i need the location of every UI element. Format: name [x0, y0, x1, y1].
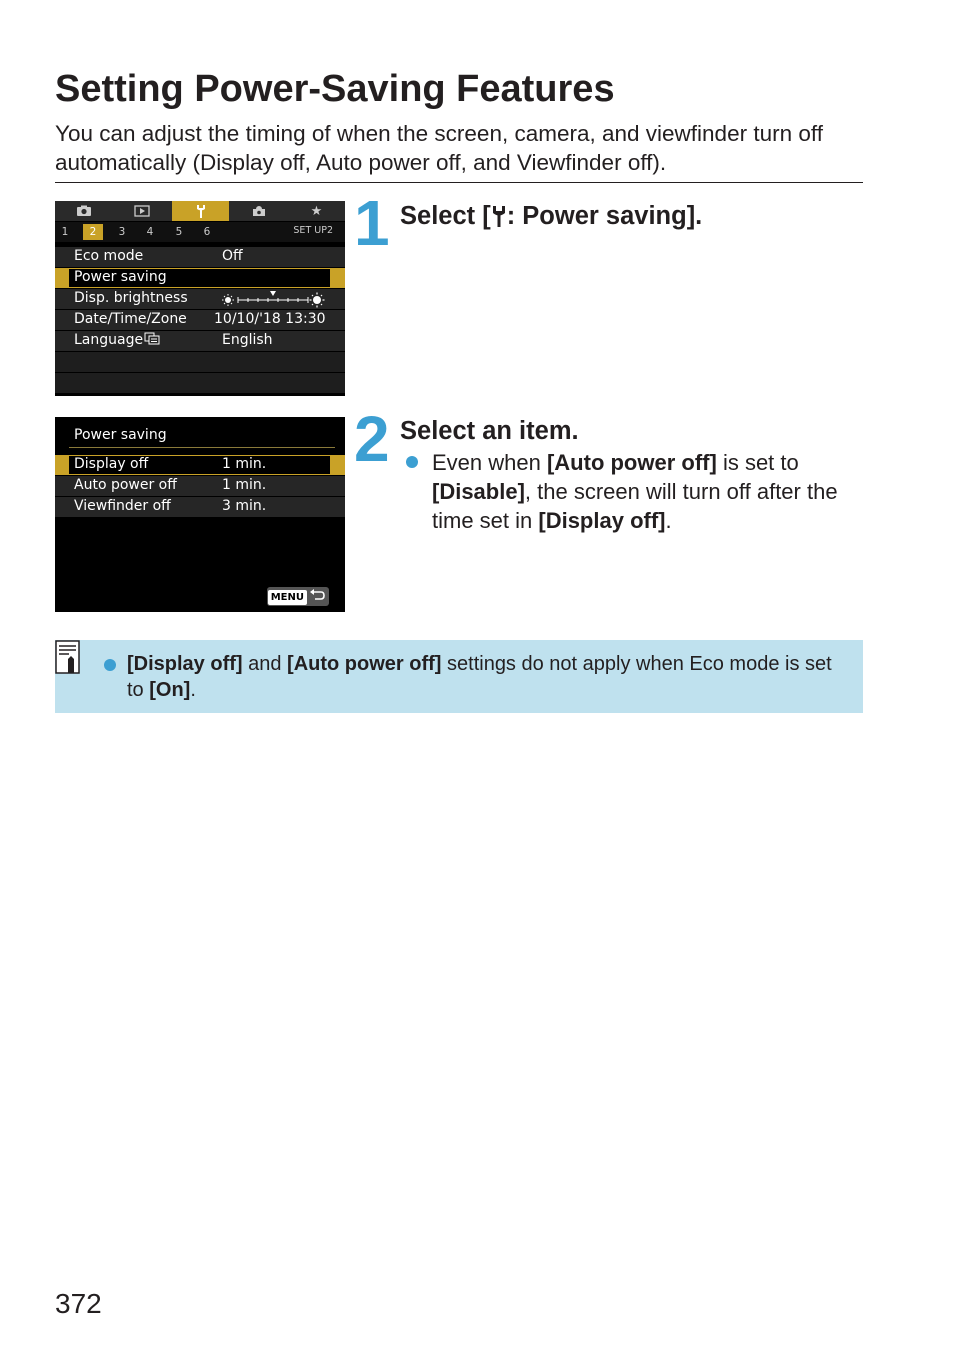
text-bold-run: [Auto power off] — [287, 653, 442, 675]
screen-title: Power saving — [74, 427, 167, 443]
step-1-heading-pre: Select [ — [400, 202, 491, 230]
menu-row-power-saving[interactable] — [55, 268, 345, 288]
menu-row-value: Off — [222, 248, 243, 264]
step-2-bullet — [432, 448, 852, 535]
bullet-dot-icon — [104, 659, 116, 671]
setup-page-label: SET UP2 — [293, 225, 333, 236]
menu-tab-bar — [55, 201, 345, 221]
text-run: settings do not apply when Eco mode is set to — [127, 653, 832, 701]
submenu-number-bar — [55, 222, 345, 242]
step-2-heading: Select an item. — [400, 417, 579, 445]
bullet-dot-icon — [406, 456, 418, 468]
menu-row-label: Display off — [74, 456, 149, 472]
subtab-6[interactable]: 6 — [203, 226, 211, 238]
note-text — [127, 651, 847, 703]
step-number-1: 1 — [354, 187, 390, 259]
subtab-5[interactable]: 5 — [175, 226, 183, 238]
menu-row-label: Eco mode — [74, 248, 144, 264]
menu-return-button-inner — [268, 588, 325, 606]
selection-frame — [69, 456, 330, 474]
subtab-1[interactable]: 1 — [61, 226, 69, 238]
intro-paragraph: You can adjust the timing of when the screen, camera, and viewfinder turn off automatically (Display off, Auto power off, and Viewfinder off). — [55, 121, 823, 175]
text-run: . — [190, 679, 196, 701]
screen-title-divider — [69, 447, 335, 448]
menu-row-empty — [55, 352, 345, 372]
wrench-icon[interactable] — [172, 201, 229, 221]
menu-return-button[interactable] — [267, 587, 329, 606]
language-icon — [144, 332, 160, 346]
note-box — [55, 640, 863, 713]
menu-label: MENU — [268, 590, 307, 605]
text-bold-run: [Display off] — [538, 508, 666, 533]
menu-row-label: Disp. brightness — [74, 290, 188, 306]
menu-row-label: Auto power off — [74, 477, 177, 493]
menu-row-value: 10/10/'18 13:30 — [214, 311, 326, 327]
text-bold-run: [Disable] — [432, 479, 525, 504]
text-run: . — [665, 508, 672, 533]
menu-row-language[interactable] — [55, 331, 345, 351]
page-title: Setting Power-Saving Features — [55, 68, 615, 110]
title-divider — [55, 182, 863, 183]
text-bold-run: [On] — [149, 679, 191, 701]
menu-row-label: Viewfinder off — [74, 498, 171, 514]
selection-frame — [69, 269, 330, 287]
menu-row-auto-power-off[interactable] — [55, 476, 345, 496]
text-bold-run: [Display off] — [127, 653, 243, 675]
camera-icon[interactable] — [55, 201, 112, 221]
subtab-3[interactable]: 3 — [118, 226, 126, 238]
menu-row-label: Power saving — [74, 269, 167, 285]
step-1-heading — [400, 202, 702, 231]
menu-row-eco-mode[interactable] — [55, 247, 345, 267]
text-bold-run: [Auto power off] — [546, 450, 717, 475]
menu-row-value: English — [222, 332, 273, 348]
menu-row-date-time-zone[interactable] — [55, 310, 345, 330]
return-arrow-icon — [309, 589, 325, 605]
playback-icon[interactable] — [113, 201, 170, 221]
menu-row-label — [74, 332, 160, 348]
menu-row-empty — [55, 373, 345, 393]
text-run: Even when — [432, 450, 547, 475]
star-icon[interactable]: ★ — [310, 203, 323, 219]
menu-row-disp-brightness[interactable] — [55, 289, 345, 309]
step-number-2: 2 — [354, 403, 390, 475]
page-number: 372 — [55, 1288, 102, 1319]
menu-row-label-text: Language — [74, 332, 144, 348]
text-run: and — [242, 653, 288, 675]
text-run: , the screen will turn off after the time set in — [432, 479, 838, 533]
menu-row-value: 1 min. — [222, 477, 267, 493]
menu-row-label: Date/Time/Zone — [74, 311, 187, 327]
camera-menu-screen-power-saving — [55, 417, 345, 612]
text-run: is set to — [716, 450, 799, 475]
custom-icon[interactable] — [230, 201, 287, 221]
menu-row-value: 1 min. — [222, 456, 267, 472]
menu-row-viewfinder-off[interactable] — [55, 497, 345, 517]
camera-menu-screen-setup — [55, 201, 345, 396]
subtab-2[interactable]: 2 — [83, 224, 103, 240]
step-1-heading-post: : Power saving]. — [506, 202, 703, 230]
memo-icon — [55, 640, 80, 674]
subtab-4[interactable]: 4 — [146, 226, 154, 238]
menu-row-display-off[interactable] — [55, 455, 345, 475]
menu-row-value: 3 min. — [222, 498, 267, 514]
wrench-icon — [491, 205, 507, 227]
